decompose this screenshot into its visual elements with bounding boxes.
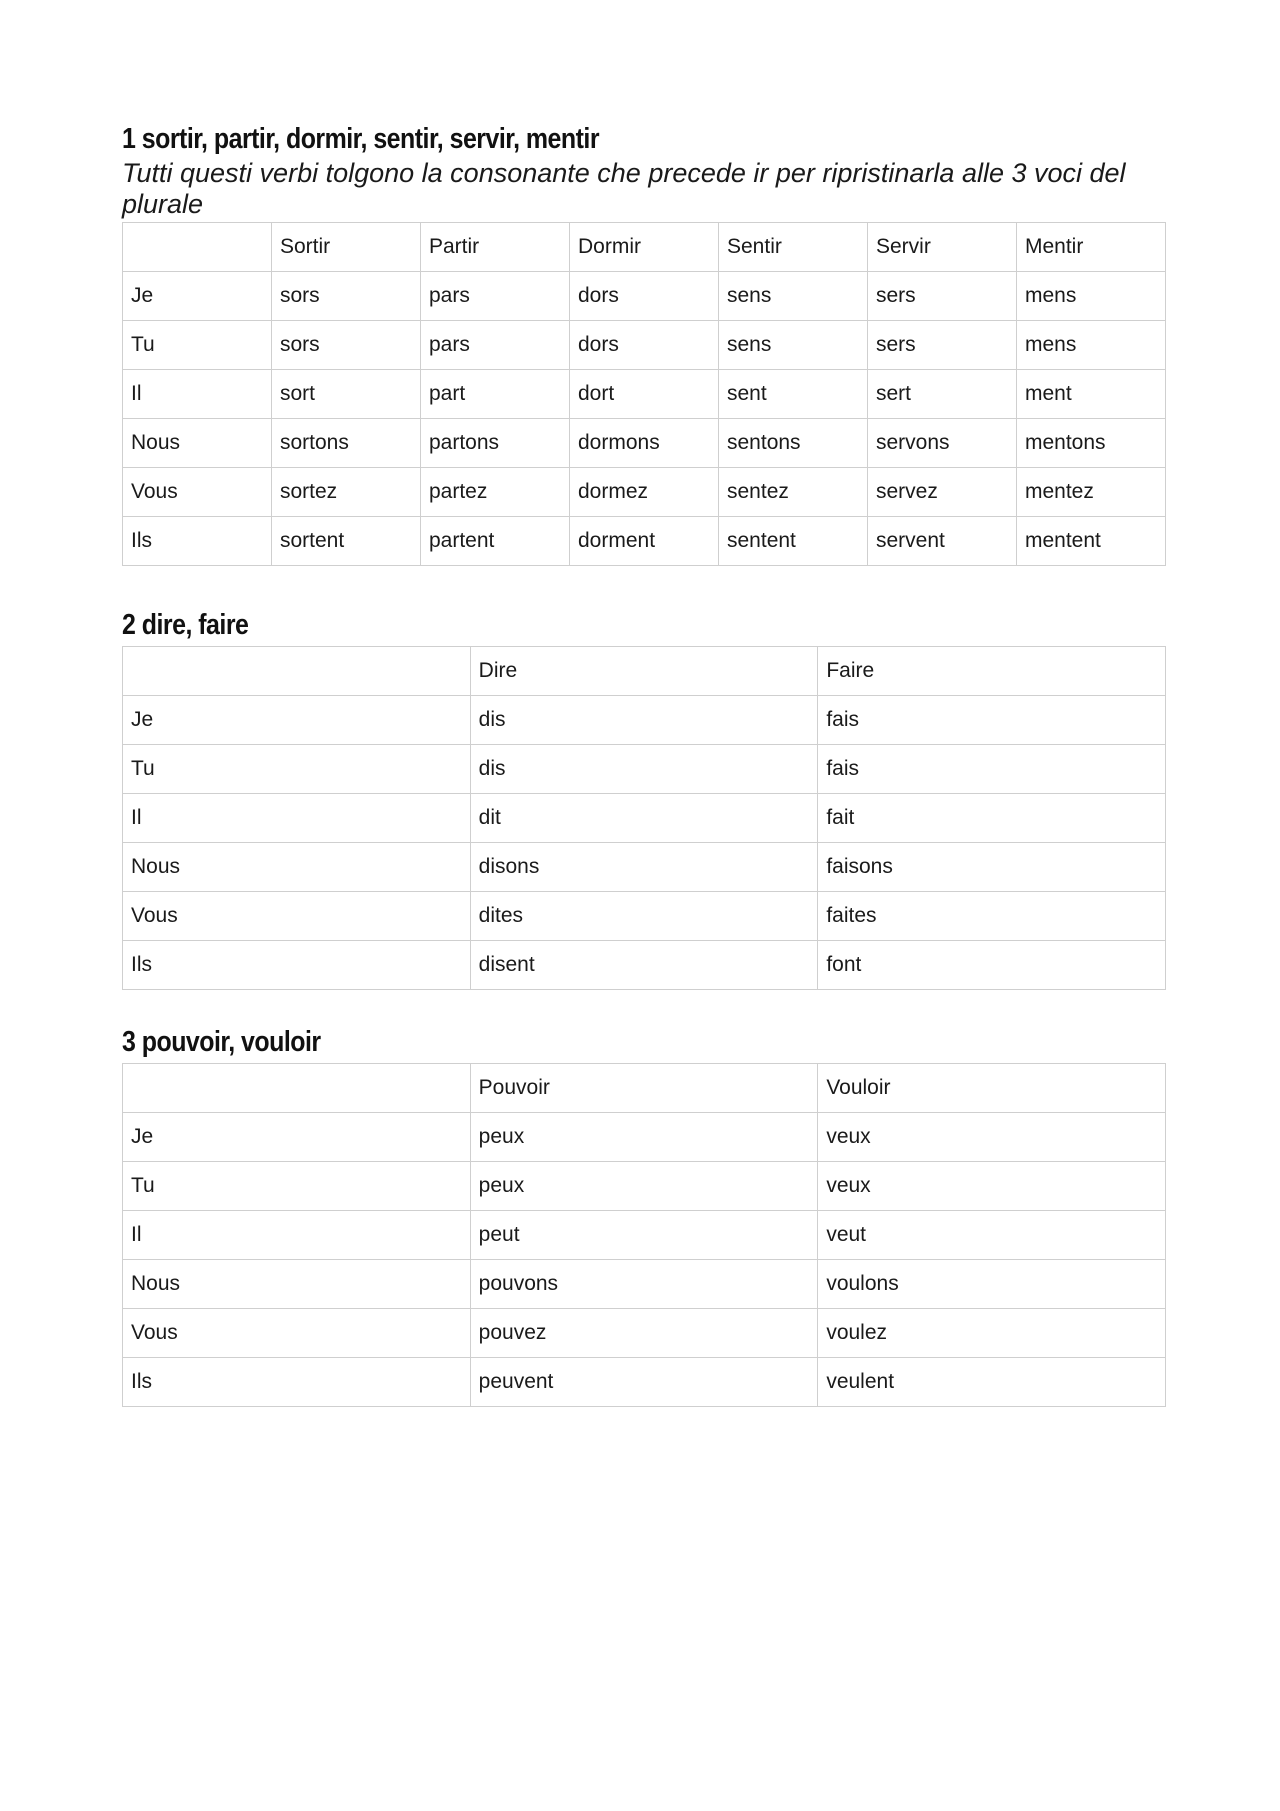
pronoun-cell: Je	[123, 272, 272, 321]
table-row	[123, 321, 1166, 370]
section-pouvoir-vouloir	[122, 1025, 1166, 1407]
table-cell: faisons	[818, 843, 1166, 892]
table-cell: mentent	[1017, 517, 1166, 566]
conjugation-table-sortir-group	[122, 222, 1166, 566]
table-row	[123, 1211, 1166, 1260]
table-cell: sors	[272, 321, 421, 370]
table-cell: dit	[470, 794, 818, 843]
table-cell: pars	[421, 321, 570, 370]
table-cell: fait	[818, 794, 1166, 843]
table-cell: mentons	[1017, 419, 1166, 468]
table-row	[123, 1113, 1166, 1162]
table-row	[123, 272, 1166, 321]
table-cell: peuvent	[470, 1358, 818, 1407]
pronoun-cell: Tu	[123, 1162, 471, 1211]
pronoun-cell: Il	[123, 1211, 471, 1260]
pronoun-cell: Nous	[123, 843, 471, 892]
table-cell: faites	[818, 892, 1166, 941]
table-row	[123, 843, 1166, 892]
header-cell: Partir	[421, 223, 570, 272]
table-row	[123, 1358, 1166, 1407]
table-cell: dis	[470, 745, 818, 794]
table-cell: partons	[421, 419, 570, 468]
table-cell: dormons	[570, 419, 719, 468]
header-cell	[123, 647, 471, 696]
table-cell: dis	[470, 696, 818, 745]
table-cell: veux	[818, 1113, 1166, 1162]
table-cell: dormez	[570, 468, 719, 517]
table-cell: veut	[818, 1211, 1166, 1260]
section-title: 2 dire, faire	[122, 609, 249, 641]
header-cell: Servir	[868, 223, 1017, 272]
table-cell: sort	[272, 370, 421, 419]
table-cell: sers	[868, 272, 1017, 321]
table-cell: sent	[719, 370, 868, 419]
table-row	[123, 1309, 1166, 1358]
table-cell: mentez	[1017, 468, 1166, 517]
table-row	[123, 1162, 1166, 1211]
table-cell: veulent	[818, 1358, 1166, 1407]
table-row	[123, 696, 1166, 745]
table-cell: servons	[868, 419, 1017, 468]
table-cell: sers	[868, 321, 1017, 370]
header-cell: Dormir	[570, 223, 719, 272]
table-cell: voulons	[818, 1260, 1166, 1309]
pronoun-cell: Ils	[123, 517, 272, 566]
pronoun-cell: Il	[123, 794, 471, 843]
table-cell: sortons	[272, 419, 421, 468]
table-cell: fais	[818, 696, 1166, 745]
table-cell: veux	[818, 1162, 1166, 1211]
table-cell: part	[421, 370, 570, 419]
table-cell: peut	[470, 1211, 818, 1260]
table-cell: disons	[470, 843, 818, 892]
table-cell: partent	[421, 517, 570, 566]
table-row	[123, 517, 1166, 566]
table-row	[123, 1260, 1166, 1309]
conjugation-table-dire-faire	[122, 646, 1166, 990]
header-cell: Vouloir	[818, 1064, 1166, 1113]
table-cell: dors	[570, 321, 719, 370]
table-header-row	[123, 1064, 1166, 1113]
section-subtitle: Tutti questi verbi tolgono la consonante che precede ir per ripristinarla alle 3 voci del plurale	[122, 158, 1126, 219]
table-cell: dites	[470, 892, 818, 941]
table-cell: mens	[1017, 272, 1166, 321]
table-cell: pouvons	[470, 1260, 818, 1309]
pronoun-cell: Nous	[123, 1260, 471, 1309]
table-row	[123, 794, 1166, 843]
table-cell: fais	[818, 745, 1166, 794]
table-row	[123, 892, 1166, 941]
pronoun-cell: Tu	[123, 321, 272, 370]
header-cell: Pouvoir	[470, 1064, 818, 1113]
pronoun-cell: Ils	[123, 941, 471, 990]
section-sortir-group	[122, 122, 1166, 566]
pronoun-cell: Je	[123, 1113, 471, 1162]
table-cell: sens	[719, 321, 868, 370]
table-cell: sert	[868, 370, 1017, 419]
table-cell: mens	[1017, 321, 1166, 370]
table-cell: pars	[421, 272, 570, 321]
table-cell: servez	[868, 468, 1017, 517]
table-row	[123, 745, 1166, 794]
header-cell: Sortir	[272, 223, 421, 272]
pronoun-cell: Je	[123, 696, 471, 745]
table-row	[123, 419, 1166, 468]
pronoun-cell: Ils	[123, 1358, 471, 1407]
header-cell: Dire	[470, 647, 818, 696]
table-cell: sortent	[272, 517, 421, 566]
table-cell: dorment	[570, 517, 719, 566]
pronoun-cell: Tu	[123, 745, 471, 794]
table-cell: sentons	[719, 419, 868, 468]
header-cell: Faire	[818, 647, 1166, 696]
header-cell	[123, 1064, 471, 1113]
table-cell: sortez	[272, 468, 421, 517]
table-cell: voulez	[818, 1309, 1166, 1358]
section-title: 3 pouvoir, vouloir	[122, 1026, 321, 1058]
header-cell	[123, 223, 272, 272]
table-cell: peux	[470, 1113, 818, 1162]
table-cell: ment	[1017, 370, 1166, 419]
pronoun-cell: Il	[123, 370, 272, 419]
pronoun-cell: Vous	[123, 468, 272, 517]
table-cell: pouvez	[470, 1309, 818, 1358]
section-title: 1 sortir, partir, dormir, sentir, servir, mentir	[122, 123, 600, 155]
table-cell: font	[818, 941, 1166, 990]
table-row	[123, 468, 1166, 517]
conjugation-table-pouvoir-vouloir	[122, 1063, 1166, 1407]
section-dire-faire	[122, 608, 1166, 990]
pronoun-cell: Nous	[123, 419, 272, 468]
table-cell: dort	[570, 370, 719, 419]
table-header-row	[123, 647, 1166, 696]
table-header-row	[123, 223, 1166, 272]
table-cell: partez	[421, 468, 570, 517]
table-row	[123, 941, 1166, 990]
table-row	[123, 370, 1166, 419]
table-cell: disent	[470, 941, 818, 990]
pronoun-cell: Vous	[123, 892, 471, 941]
header-cell: Sentir	[719, 223, 868, 272]
header-cell: Mentir	[1017, 223, 1166, 272]
table-cell: sentez	[719, 468, 868, 517]
table-cell: dors	[570, 272, 719, 321]
table-cell: servent	[868, 517, 1017, 566]
pronoun-cell: Vous	[123, 1309, 471, 1358]
table-cell: sens	[719, 272, 868, 321]
table-cell: sentent	[719, 517, 868, 566]
table-cell: peux	[470, 1162, 818, 1211]
table-cell: sors	[272, 272, 421, 321]
